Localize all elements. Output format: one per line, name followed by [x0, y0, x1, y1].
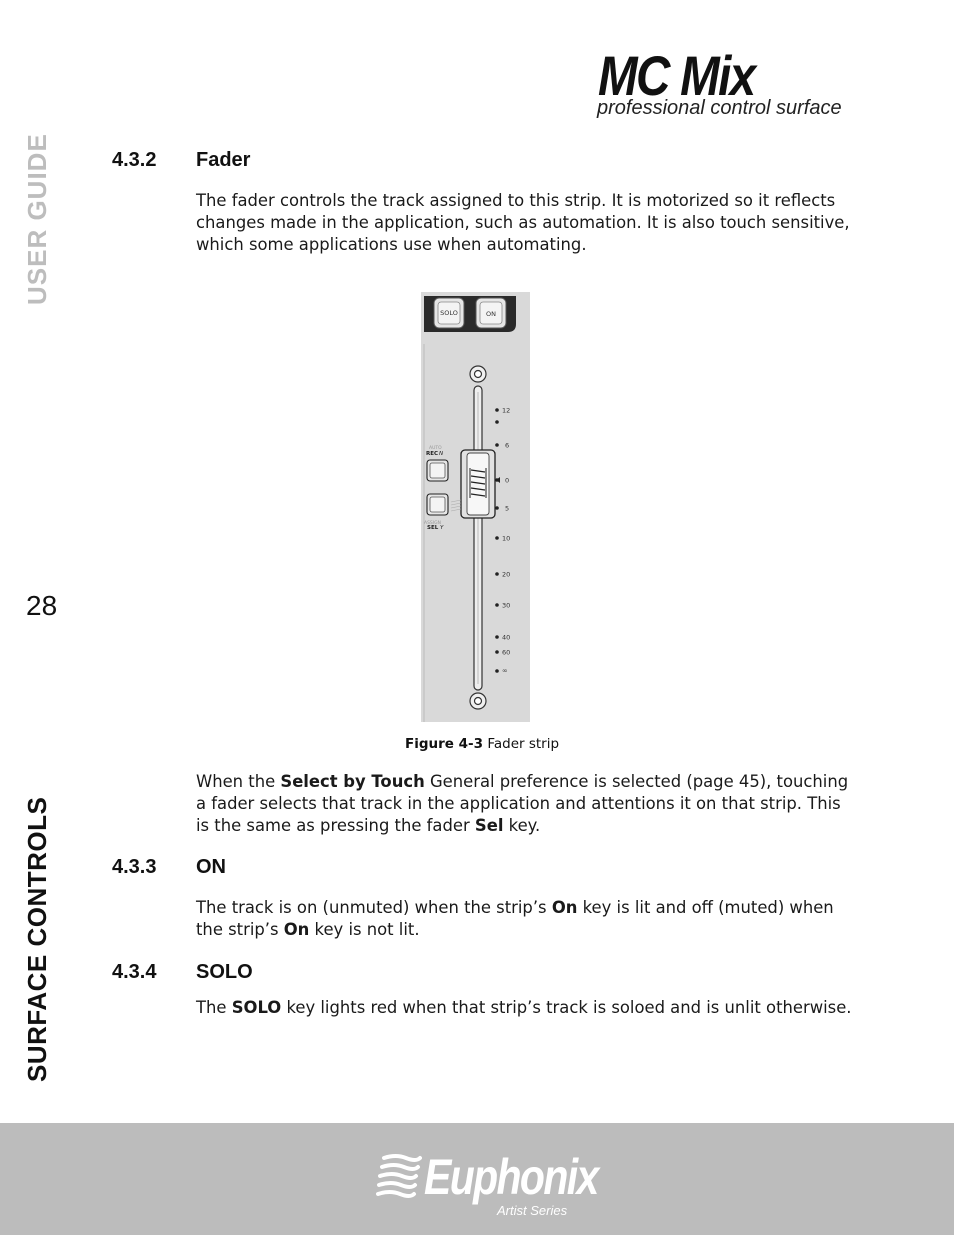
- fader-knob-illustration: [461, 450, 495, 518]
- scale-label: 12: [502, 406, 511, 415]
- section-heading-on: [112, 856, 226, 879]
- figure-caption-label: Figure 4-3: [405, 736, 484, 752]
- fader-paragraph-1: The fader controls the track assigned to this strip. It is motorized so it reflects changes made in the application, such as automation. It is also touch sensitive, which some applications use when automating.: [196, 191, 850, 254]
- scale-label: 30: [502, 601, 511, 610]
- scale-label: 20: [502, 570, 511, 579]
- scale-label: 10: [502, 534, 511, 543]
- figure-caption: [405, 736, 559, 752]
- text-run: key lights red when that strip’s track is soloed and is unlit otherwise.: [281, 998, 852, 1017]
- section-heading-solo: [112, 961, 253, 984]
- fader-strip-figure: [421, 292, 530, 722]
- scale-label: 6: [505, 441, 510, 450]
- rec-sub-label: N: [439, 451, 444, 457]
- section-number: 4.3.3: [112, 856, 157, 878]
- text-run: The track is on (unmuted) when the strip’s: [196, 898, 552, 917]
- section-title: Fader: [196, 149, 251, 171]
- sel-label: SEL: [427, 525, 439, 531]
- logo-subtitle: professional control surface: [597, 97, 842, 119]
- section-heading-fader: [112, 149, 250, 172]
- scale-label: 40: [502, 633, 511, 642]
- bold-term: SOLO: [231, 998, 282, 1017]
- bold-term: On: [283, 920, 310, 939]
- text-run: key is lit and off (muted) when the strip’s: [196, 898, 834, 939]
- solo-button-label: SOLO: [440, 309, 458, 317]
- page-number: 28: [26, 590, 58, 621]
- solo-button-illustration: [434, 298, 464, 328]
- rec-label: REC: [426, 451, 439, 457]
- text-run: key is not lit.: [309, 920, 420, 939]
- on-button-label: ON: [486, 310, 496, 318]
- scale-label: 0: [505, 476, 510, 485]
- text-run: The: [196, 998, 232, 1017]
- bold-term: On: [551, 898, 578, 917]
- sel-sub-label: Y: [440, 525, 444, 531]
- solo-paragraph: [196, 997, 876, 1019]
- bold-term: Sel: [474, 816, 504, 835]
- euphonix-logo: Euphonix: [424, 1149, 598, 1205]
- sidebar-section-label: SURFACE CONTROLS: [22, 796, 52, 1082]
- mc-mix-logo: MC Mix: [598, 44, 755, 107]
- section-number: 4.3.4: [112, 961, 157, 983]
- sidebar-user-guide-label: USER GUIDE: [22, 133, 52, 305]
- scale-label: 60: [502, 648, 511, 657]
- text-run: General preference is selected (page 45), touching a fader selects that track in the application and attentions it on that strip. This is the same as pressing the fader: [196, 772, 849, 835]
- section-title: SOLO: [196, 961, 253, 983]
- artist-series-label: Artist Series: [497, 1203, 568, 1218]
- scale-label: 5: [505, 504, 510, 513]
- bold-term: Select by Touch: [280, 772, 425, 791]
- section-number: 4.3.2: [112, 149, 157, 171]
- euphonix-waves-icon: [376, 1152, 422, 1202]
- assign-label: ASSIGN: [424, 521, 441, 526]
- text-run: key.: [503, 816, 541, 835]
- fader-paragraph-2: [196, 771, 856, 837]
- text-run: When the: [196, 772, 281, 791]
- scale-label: ∞: [502, 666, 508, 675]
- section-title: ON: [196, 856, 226, 878]
- on-button-illustration: [476, 298, 506, 328]
- auto-label: AUTO: [429, 446, 442, 451]
- on-paragraph: [196, 897, 856, 941]
- figure-caption-text: Fader strip: [483, 736, 560, 752]
